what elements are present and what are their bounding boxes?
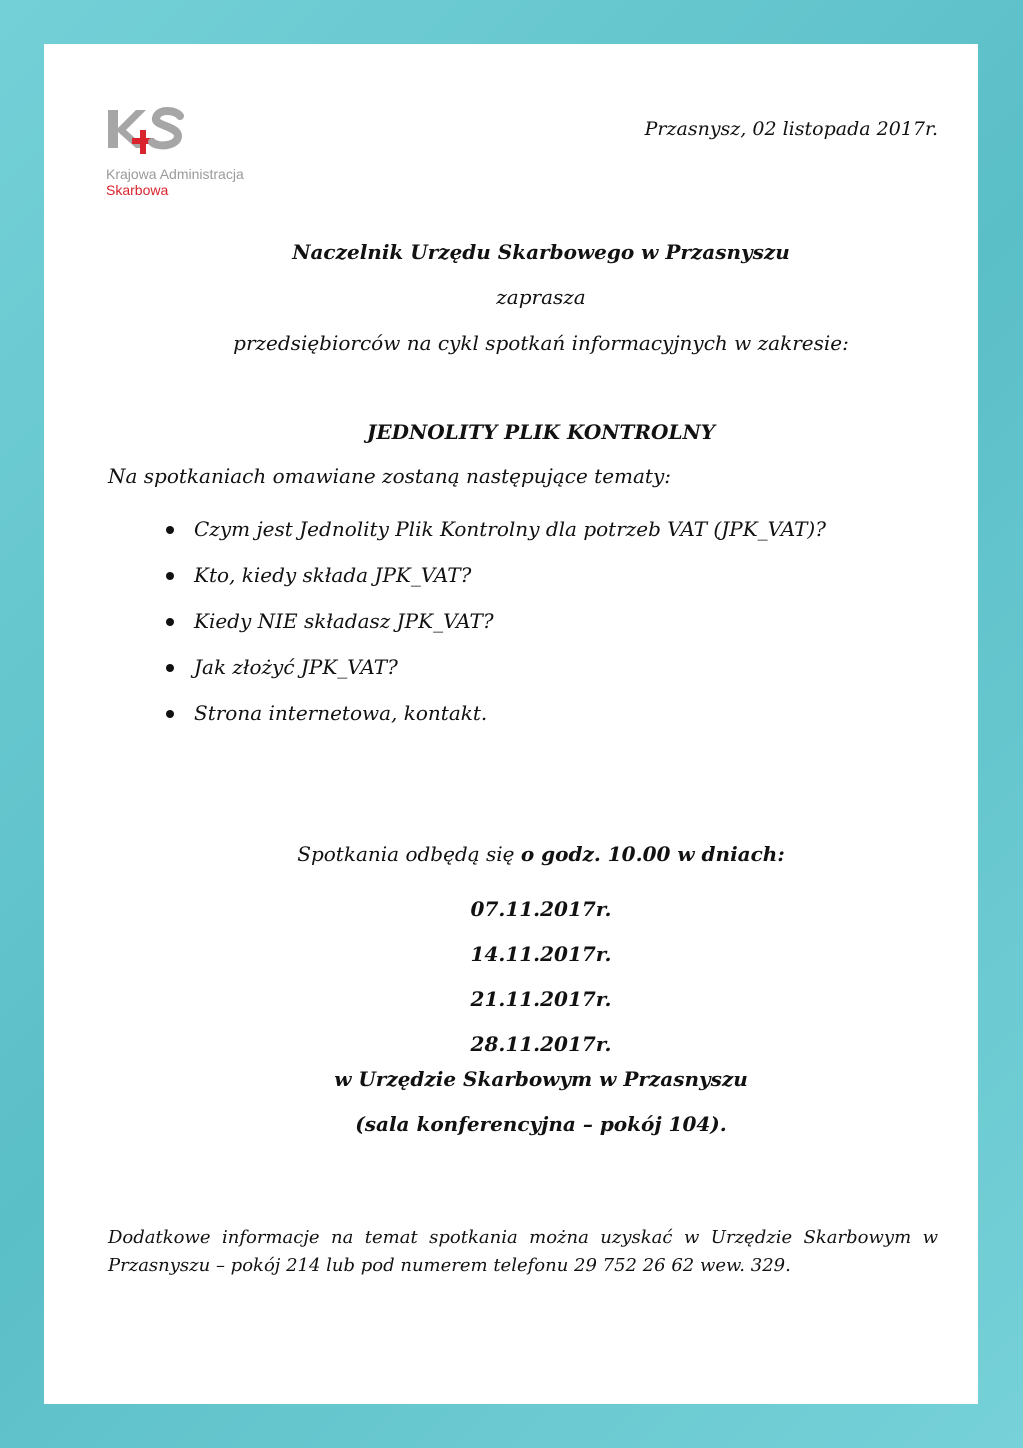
meeting-room: (sala konferencyjna – pokój 104).	[355, 1112, 727, 1136]
document-date: Przasnysz, 02 listopada 2017r.	[644, 118, 938, 140]
document-page	[44, 44, 978, 1404]
logo-text-line2: Skarbowa	[106, 182, 169, 198]
invites-text: zaprasza	[496, 285, 586, 309]
list-item: Kiedy NIE składasz JPK_VAT?	[164, 598, 942, 644]
meeting-intro: Spotkania odbędą się	[297, 842, 521, 866]
meeting-date: 28.11.2017r.	[470, 1032, 612, 1056]
topics-list	[164, 506, 942, 736]
logo-text-line1: Krajowa Administracja	[106, 166, 244, 182]
list-item: Czym jest Jednolity Plik Kontrolny dla potrzeb VAT (JPK_VAT)?	[164, 506, 942, 552]
list-item: Jak złożyć JPK_VAT?	[164, 644, 942, 690]
meeting-time: o godz. 10.00 w dniach:	[520, 842, 785, 866]
document-title: JEDNOLITY PLIK KONTROLNY	[366, 420, 716, 444]
contact-footer: Dodatkowe informacje na temat spotkania można uzyskać w Urzędzie Skarbowym w Przasnyszu – pokój 214 lub pod numerem telefonu 29 752 26 62 wew. 329.	[108, 1227, 938, 1276]
meeting-date: 21.11.2017r.	[470, 987, 612, 1011]
meeting-place: w Urzędzie Skarbowym w Przasnyszu	[334, 1067, 748, 1091]
topics-intro: Na spotkaniach omawiane zostaną następujące tematy:	[108, 464, 671, 488]
kas-logo	[106, 104, 306, 204]
meeting-info	[74, 842, 1008, 866]
meeting-date: 14.11.2017r.	[470, 942, 612, 966]
meeting-date: 07.11.2017r.	[470, 897, 612, 921]
kas-monogram-icon	[106, 104, 186, 162]
document-heading: Naczelnik Urzędu Skarbowego w Przasnyszu	[292, 240, 790, 264]
list-item: Strona internetowa, kontakt.	[164, 690, 942, 736]
meeting-dates	[74, 887, 1008, 1067]
list-item: Kto, kiedy składa JPK_VAT?	[164, 552, 942, 598]
audience-text: przedsiębiorców na cykl spotkań informacyjnych w zakresie:	[233, 331, 849, 355]
